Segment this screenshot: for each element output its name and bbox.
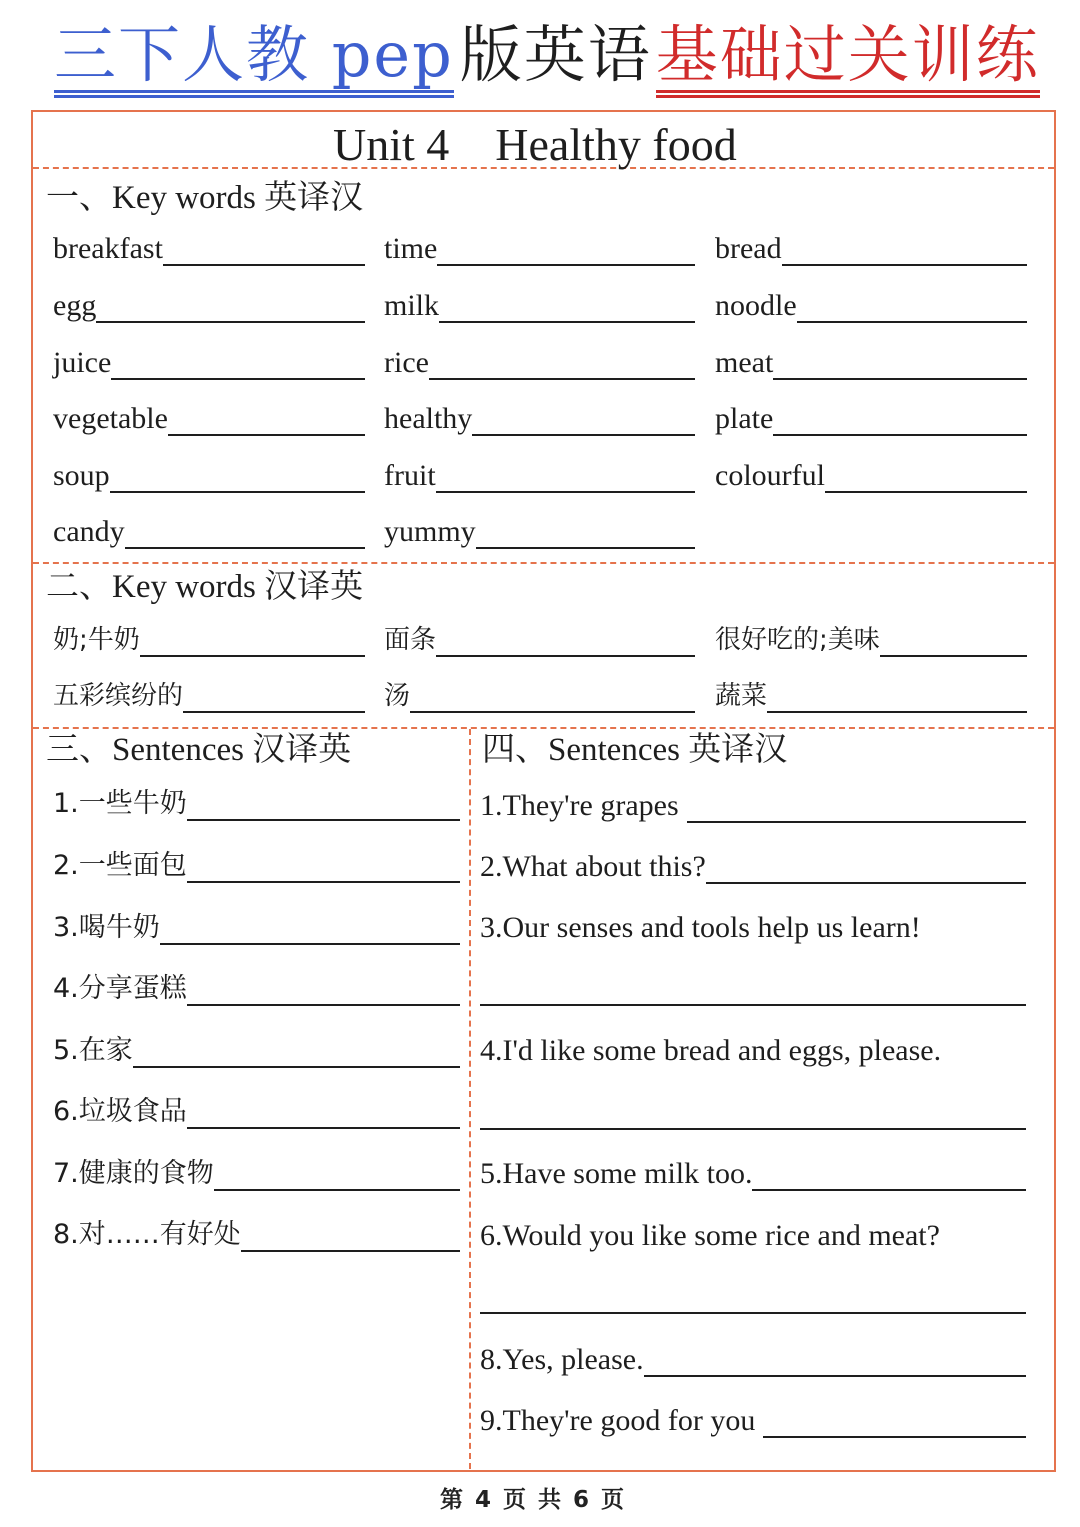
- divider: [33, 562, 1054, 564]
- word-blank: [384, 512, 695, 552]
- answer-line: [763, 1436, 1026, 1438]
- answer-line: [782, 264, 1027, 266]
- word-label: juice: [53, 346, 112, 379]
- word-label: 很好吃的;美味: [715, 625, 880, 655]
- answer-line: [480, 1312, 1026, 1314]
- word-label: 蔬菜: [715, 681, 768, 711]
- answer-line: [439, 321, 695, 323]
- word-label: soup: [53, 459, 110, 492]
- word-blank: [384, 229, 695, 269]
- unit-topic: Healthy food: [495, 119, 737, 170]
- sentence-blank: [53, 784, 460, 824]
- column-divider: [469, 729, 471, 1469]
- section-heading: 三、Sentences 汉译英: [46, 732, 352, 768]
- sentence-blank: [480, 1340, 1026, 1380]
- sentence-label: 4.分享蛋糕: [53, 973, 187, 1004]
- sentence-label: 4.I'd like some bread and eggs, please.: [480, 1034, 942, 1067]
- word-label: colourful: [715, 459, 825, 492]
- sentence-label: 1.一些牛奶: [53, 788, 187, 819]
- answer-line: [140, 655, 365, 657]
- sentence-prompt: [480, 908, 1026, 948]
- word-blank: [384, 676, 695, 716]
- word-blank: [384, 399, 695, 439]
- word-blank: [715, 286, 1027, 326]
- word-label: rice: [384, 346, 429, 379]
- sentence-label: 7.健康的食物: [53, 1158, 214, 1189]
- sentence-blank: [53, 1154, 460, 1194]
- sentence-blank: [53, 908, 460, 948]
- answer-line: [480, 1128, 1026, 1130]
- word-label: bread: [715, 232, 782, 265]
- sentence-blank: [53, 1092, 460, 1132]
- word-label: vegetable: [53, 402, 168, 435]
- word-blank: [715, 620, 1027, 660]
- sentence-blank: [53, 969, 460, 1009]
- sentence-blank: [480, 786, 1026, 826]
- word-label: fruit: [384, 459, 436, 492]
- answer-line: [410, 711, 695, 713]
- word-blank: [53, 676, 365, 716]
- word-label: 五彩缤纷的: [53, 681, 184, 711]
- answer-line: [437, 264, 695, 266]
- word-blank: [715, 676, 1027, 716]
- answer-line: [752, 1189, 1026, 1191]
- word-blank: [715, 343, 1027, 383]
- sentence-prompt: [480, 1216, 1026, 1256]
- word-label: breakfast: [53, 232, 163, 265]
- sentence-label: 6.Would you like some rice and meat?: [480, 1219, 940, 1252]
- answer-line: [187, 1127, 460, 1129]
- answer-line: [472, 434, 695, 436]
- word-blank: [384, 620, 695, 660]
- word-blank: [53, 512, 365, 552]
- word-blank: [384, 456, 695, 496]
- word-blank: [53, 343, 365, 383]
- sentence-blank: [480, 1401, 1026, 1441]
- sentence-prompt: [480, 1031, 1026, 1071]
- sentence-blank: [53, 1031, 460, 1071]
- word-label: yummy: [384, 515, 476, 548]
- word-label: 汤: [384, 681, 411, 711]
- answer-line: [773, 378, 1027, 380]
- title-blue-part: 三下人教 pep: [54, 20, 454, 98]
- sentence-label: 6.垃圾食品: [53, 1096, 187, 1127]
- answer-line: [436, 491, 695, 493]
- answer-line: [125, 547, 365, 549]
- answer-line: [163, 264, 365, 266]
- sentence-blank: [53, 846, 460, 886]
- answer-line: [773, 434, 1027, 436]
- answer-line: [214, 1189, 460, 1191]
- answer-line: [183, 711, 365, 713]
- sentence-label: 5.Have some milk too.: [480, 1157, 753, 1190]
- answer-line: [168, 434, 365, 436]
- worksheet-title: [54, 20, 1064, 98]
- word-label: 面条: [384, 625, 437, 655]
- sentence-blank: [480, 1154, 1026, 1194]
- answer-line: [436, 655, 695, 657]
- answer-line: [480, 1004, 1026, 1006]
- word-blank: [53, 399, 365, 439]
- word-label: egg: [53, 289, 97, 322]
- answer-line: [110, 491, 365, 493]
- unit-number: Unit 4: [333, 119, 450, 170]
- word-label: healthy: [384, 402, 473, 435]
- word-label: milk: [384, 289, 440, 322]
- word-blank: [715, 456, 1027, 496]
- answer-line: [825, 491, 1027, 493]
- sentence-label: 8.对……有好处: [53, 1219, 241, 1250]
- answer-line: [160, 943, 460, 945]
- answer-line: [687, 821, 1026, 823]
- section-heading: 一、Key words 英译汉: [46, 180, 364, 216]
- word-blank: [715, 229, 1027, 269]
- answer-line: [187, 881, 460, 883]
- answer-line: [96, 321, 365, 323]
- answer-line: [476, 547, 695, 549]
- sentence-label: 1.They're grapes: [480, 789, 679, 822]
- word-label: candy: [53, 515, 125, 548]
- word-blank: [53, 229, 365, 269]
- word-label: noodle: [715, 289, 797, 322]
- word-label: meat: [715, 346, 774, 379]
- answer-line: [644, 1375, 1026, 1377]
- word-blank: [53, 286, 365, 326]
- answer-line: [797, 321, 1027, 323]
- answer-line: [133, 1066, 460, 1068]
- answer-line: [706, 882, 1026, 884]
- sentence-blank: [53, 1215, 460, 1255]
- sentence-label: 3.Our senses and tools help us learn!: [480, 911, 921, 944]
- section-heading: 四、Sentences 英译汉: [482, 732, 788, 768]
- word-label: plate: [715, 402, 774, 435]
- word-blank: [715, 399, 1027, 439]
- answer-line: [187, 1004, 460, 1006]
- answer-line: [111, 378, 365, 380]
- answer-line: [241, 1250, 460, 1252]
- word-blank: [384, 343, 695, 383]
- answer-line: [187, 819, 460, 821]
- answer-line: [429, 378, 695, 380]
- sentence-label: 3.喝牛奶: [53, 912, 160, 943]
- answer-line: [880, 655, 1027, 657]
- title-black-part: 版英语: [459, 20, 652, 91]
- sentence-label: 5.在家: [53, 1035, 133, 1066]
- word-label: time: [384, 232, 438, 265]
- page-number: 第 4 页 共 6 页: [439, 1487, 627, 1513]
- section-heading: 二、Key words 汉译英: [46, 569, 364, 605]
- word-blank: [53, 620, 365, 660]
- answer-line: [767, 711, 1027, 713]
- word-blank: [53, 456, 365, 496]
- sentence-label: 9.They're good for you: [480, 1404, 756, 1437]
- sentence-label: 2.What about this?: [480, 850, 706, 883]
- sentence-blank: [480, 847, 1026, 887]
- sentence-label: 8.Yes, please.: [480, 1343, 644, 1376]
- word-blank: [384, 286, 695, 326]
- sentence-label: 2.一些面包: [53, 850, 187, 881]
- unit-title: [333, 118, 737, 172]
- word-label: 奶;牛奶: [53, 625, 140, 655]
- title-red-part: 基础过关训练: [656, 20, 1040, 98]
